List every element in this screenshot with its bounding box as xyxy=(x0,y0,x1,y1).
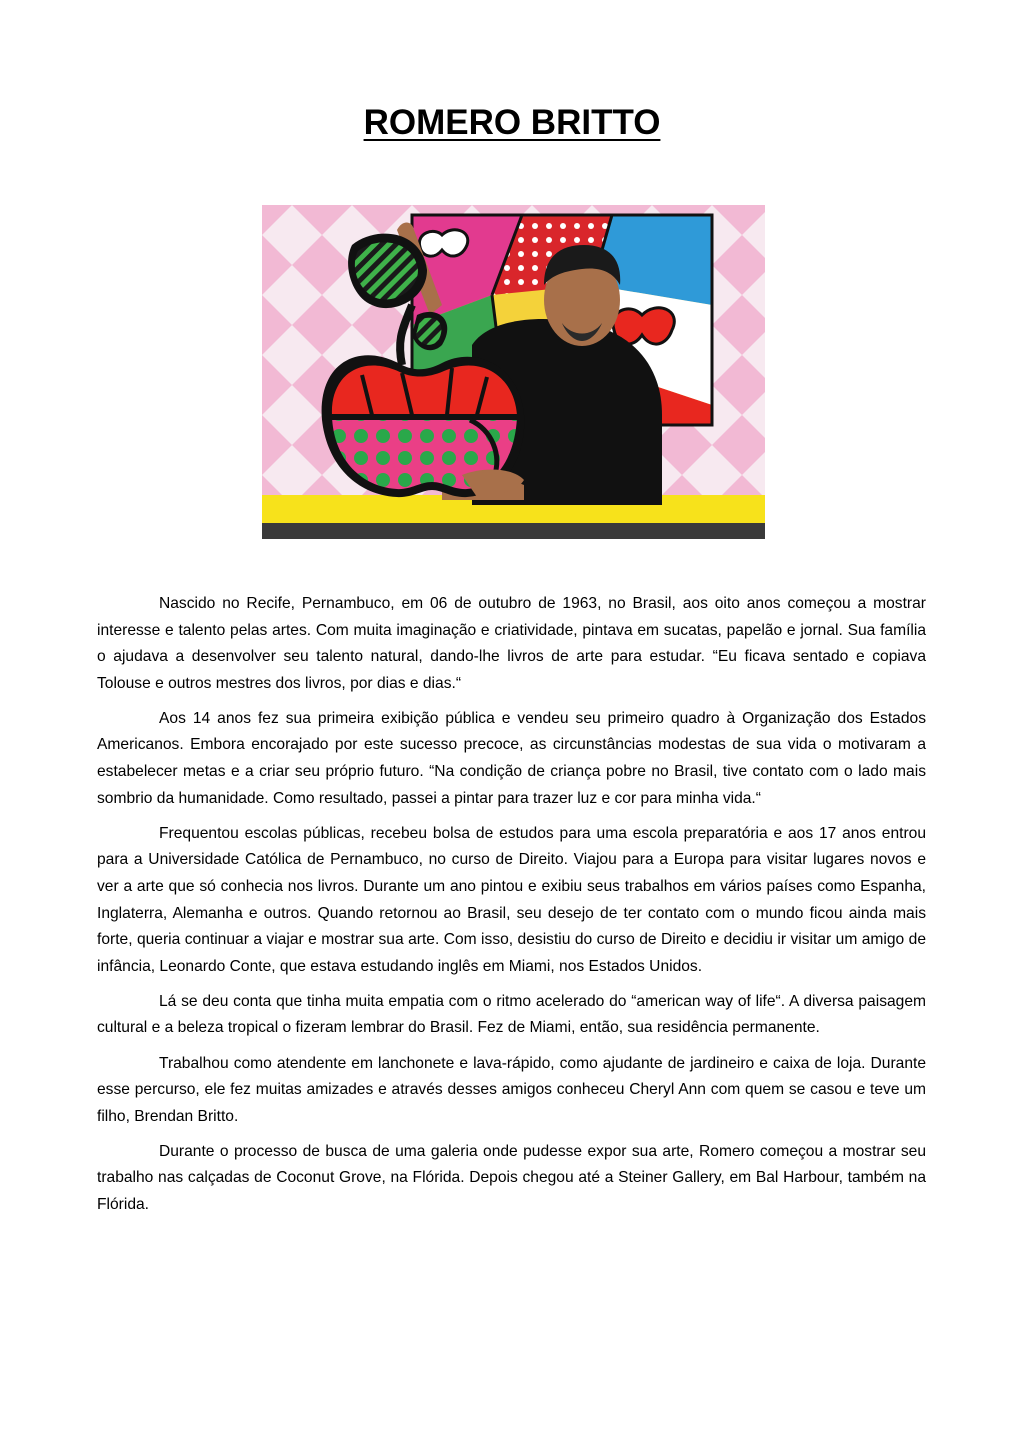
artist-photo xyxy=(262,205,765,539)
paragraph: Lá se deu conta que tinha muita empatia com o ritmo acelerado do “american way of life“. A diversa paisagem cultural e a beleza tropical o fizeram lembrar do Brasil. Fez de Miami, então, sua residência permanente. xyxy=(97,992,926,1037)
paragraph: Nascido no Recife, Pernambuco, em 06 de outubro de 1963, no Brasil, aos oito anos começou a mostrar interesse e talento pelas artes. Com muita imaginação e criatividade, pintava em sucatas, papelão e jornal. Sua família o ajudava a desenvolver seu talento natural, dando-lhe livros de arte para estudar. “Eu ficava sentado e copiava Tolouse e outros mestres dos livros, por dias e dias.“ xyxy=(97,595,926,692)
paragraph: Frequentou escolas públicas, recebeu bolsa de estudos para uma escola preparatória e aos 17 anos entrou para a Universidade Católica de Pernambuco, no curso de Direito. Viajou para a Europa para visitar lugares novos e ver a arte que só conhecia nos livros. Durante um ano pintou e exibiu seus trabalhos em vários países como Espanha, Inglaterra, Alemanha e outros. Quando retornou ao Brasil, seu desejo de ter contato com o mundo ficou ainda mais forte, queria continuar a viajar e mostrar sua arte. Com isso, desistiu do curso de Direito e decidiu ir visitar um amigo de infância, Leonardo Conte, que estava estudando inglês em Miami, nos Estados Unidos. xyxy=(97,824,926,975)
article-body xyxy=(97,591,926,1227)
paragraph: Aos 14 anos fez sua primeira exibição pública e vendeu seu primeiro quadro à Organização dos Estados Americanos. Embora encorajado por este sucesso precoce, as circunstâncias modestas de sua vida o motivaram a estabelecer metas e a criar seu próprio futuro. “Na condição de criança pobre no Brasil, tive contato com o lado mais sombrio da humanidade. Como resultado, passei a pintar para trazer luz e cor para minha vida.“ xyxy=(97,709,926,807)
paragraph: Trabalhou como atendente em lanchonete e lava-rápido, como ajudante de jardineiro e caixa de loja. Durante esse percurso, ele fez muitas amizades e através desses amigos conheceu Cheryl Ann com quem se casou e teve um filho, Brendan Britto. xyxy=(97,1054,926,1125)
paragraph: Durante o processo de busca de uma galeria onde pudesse expor sua arte, Romero começou a mostrar seu trabalho nas calçadas de Coconut Grove, na Flórida. Depois chegou até a Steiner Gallery, em Bal Harbour, também na Flórida. xyxy=(97,1142,926,1213)
page-title-text: ROMERO BRITTO xyxy=(363,103,661,142)
artist-photo-illustration xyxy=(262,205,765,539)
page-title xyxy=(0,98,1024,148)
